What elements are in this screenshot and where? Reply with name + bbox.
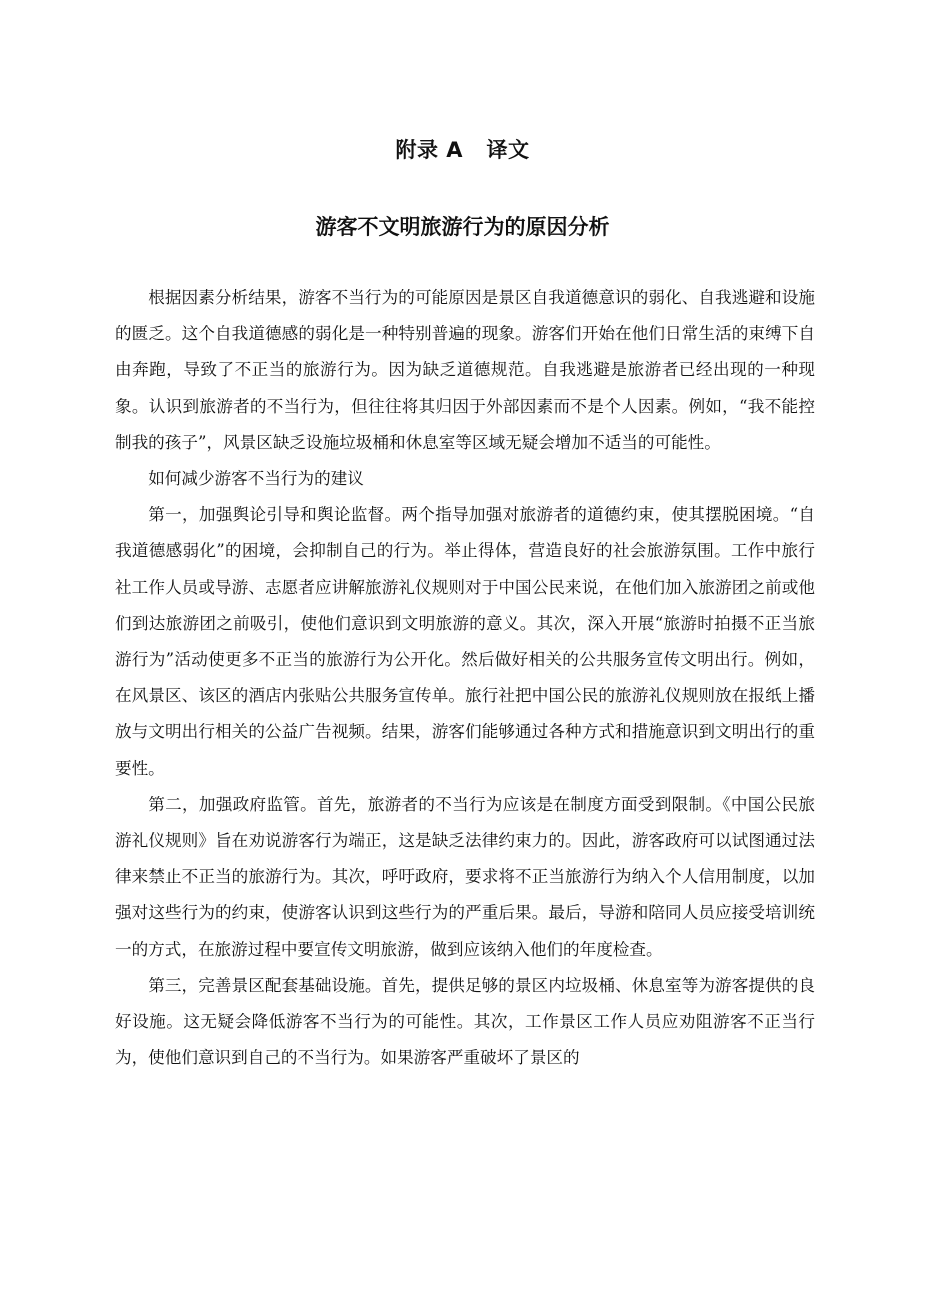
paragraph: 第三，完善景区配套基础设施。首先，提供足够的景区内垃圾桶、休息室等为游客提供的良好设施。这无疑会降低游客不当行为的可能性。其次，工作景区工作人员应劝阻游客不正当行为，使他们意识到自己的不当行为。如果游客严重破坏了景区的	[115, 975, 815, 1068]
paragraph: 第一，加强舆论引导和舆论监督。两个指导加强对旅游者的道德约束，使其摆脱困境。“自我道德感弱化”的困境，会抑制自己的行为。举止得体，营造良好的社会旅游氛围。工作中旅行社工作人员或导游、志愿者应讲解旅游礼仪规则对于中国公民来说，在他们加入旅游团之前或他们到达旅游团之前吸引，使他们意识到文明旅游的意义。其次，深入开展“旅游时拍摄不正当旅游行为”活动使更多不正当的旅游行为公开化。然后做好相关的公共服务宣传文明出行。例如，在风景区、该区的酒店内张贴公共服务宣传单。旅行社把中国公民的旅游礼仪规则放在报纸上播放与文明出行相关的公益广告视频。结果，游客们能够通过各种方式和措施意识到文明出行的重要性。	[115, 505, 815, 778]
paragraph: 第二，加强政府监管。首先，旅游者的不当行为应该是在制度方面受到限制。《中国公民旅游礼仪规则》旨在劝说游客行为端正，这是缺乏法律约束力的。因此，游客政府可以试图通过法律来禁止不正当的旅游行为。其次，呼吁政府，要求将不正当旅游行为纳入个人信用制度，以加强对这些行为的约束，使游客认识到这些行为的严重后果。最后，导游和陪同人员应接受培训统一的方式，在旅游过程中要宣传文明旅游，做到应该纳入他们的年度检查。	[115, 794, 815, 959]
article-title: 游客不文明旅游行为的原因分析	[315, 215, 610, 239]
section-heading: 如何减少游客不当行为的建议	[148, 469, 364, 489]
appendix-title: 附录 A 译文	[395, 138, 530, 162]
body-text	[115, 280, 815, 1076]
paragraph: 根据因素分析结果，游客不当行为的可能原因是景区自我道德意识的弱化、自我逃避和设施的匮乏。这个自我道德感的弱化是一种特别普遍的现象。游客们开始在他们日常生活的束缚下自由奔跑，导致了不正当的旅游行为。因为缺乏道德规范。自我逃避是旅游者已经出现的一种现象。认识到旅游者的不当行为，但往往将其归因于外部因素而不是个人因素。例如，“我不能控制我的孩子”，风景区缺乏设施垃圾桶和休息室等区域无疑会增加不适当的可能性。	[115, 288, 815, 452]
